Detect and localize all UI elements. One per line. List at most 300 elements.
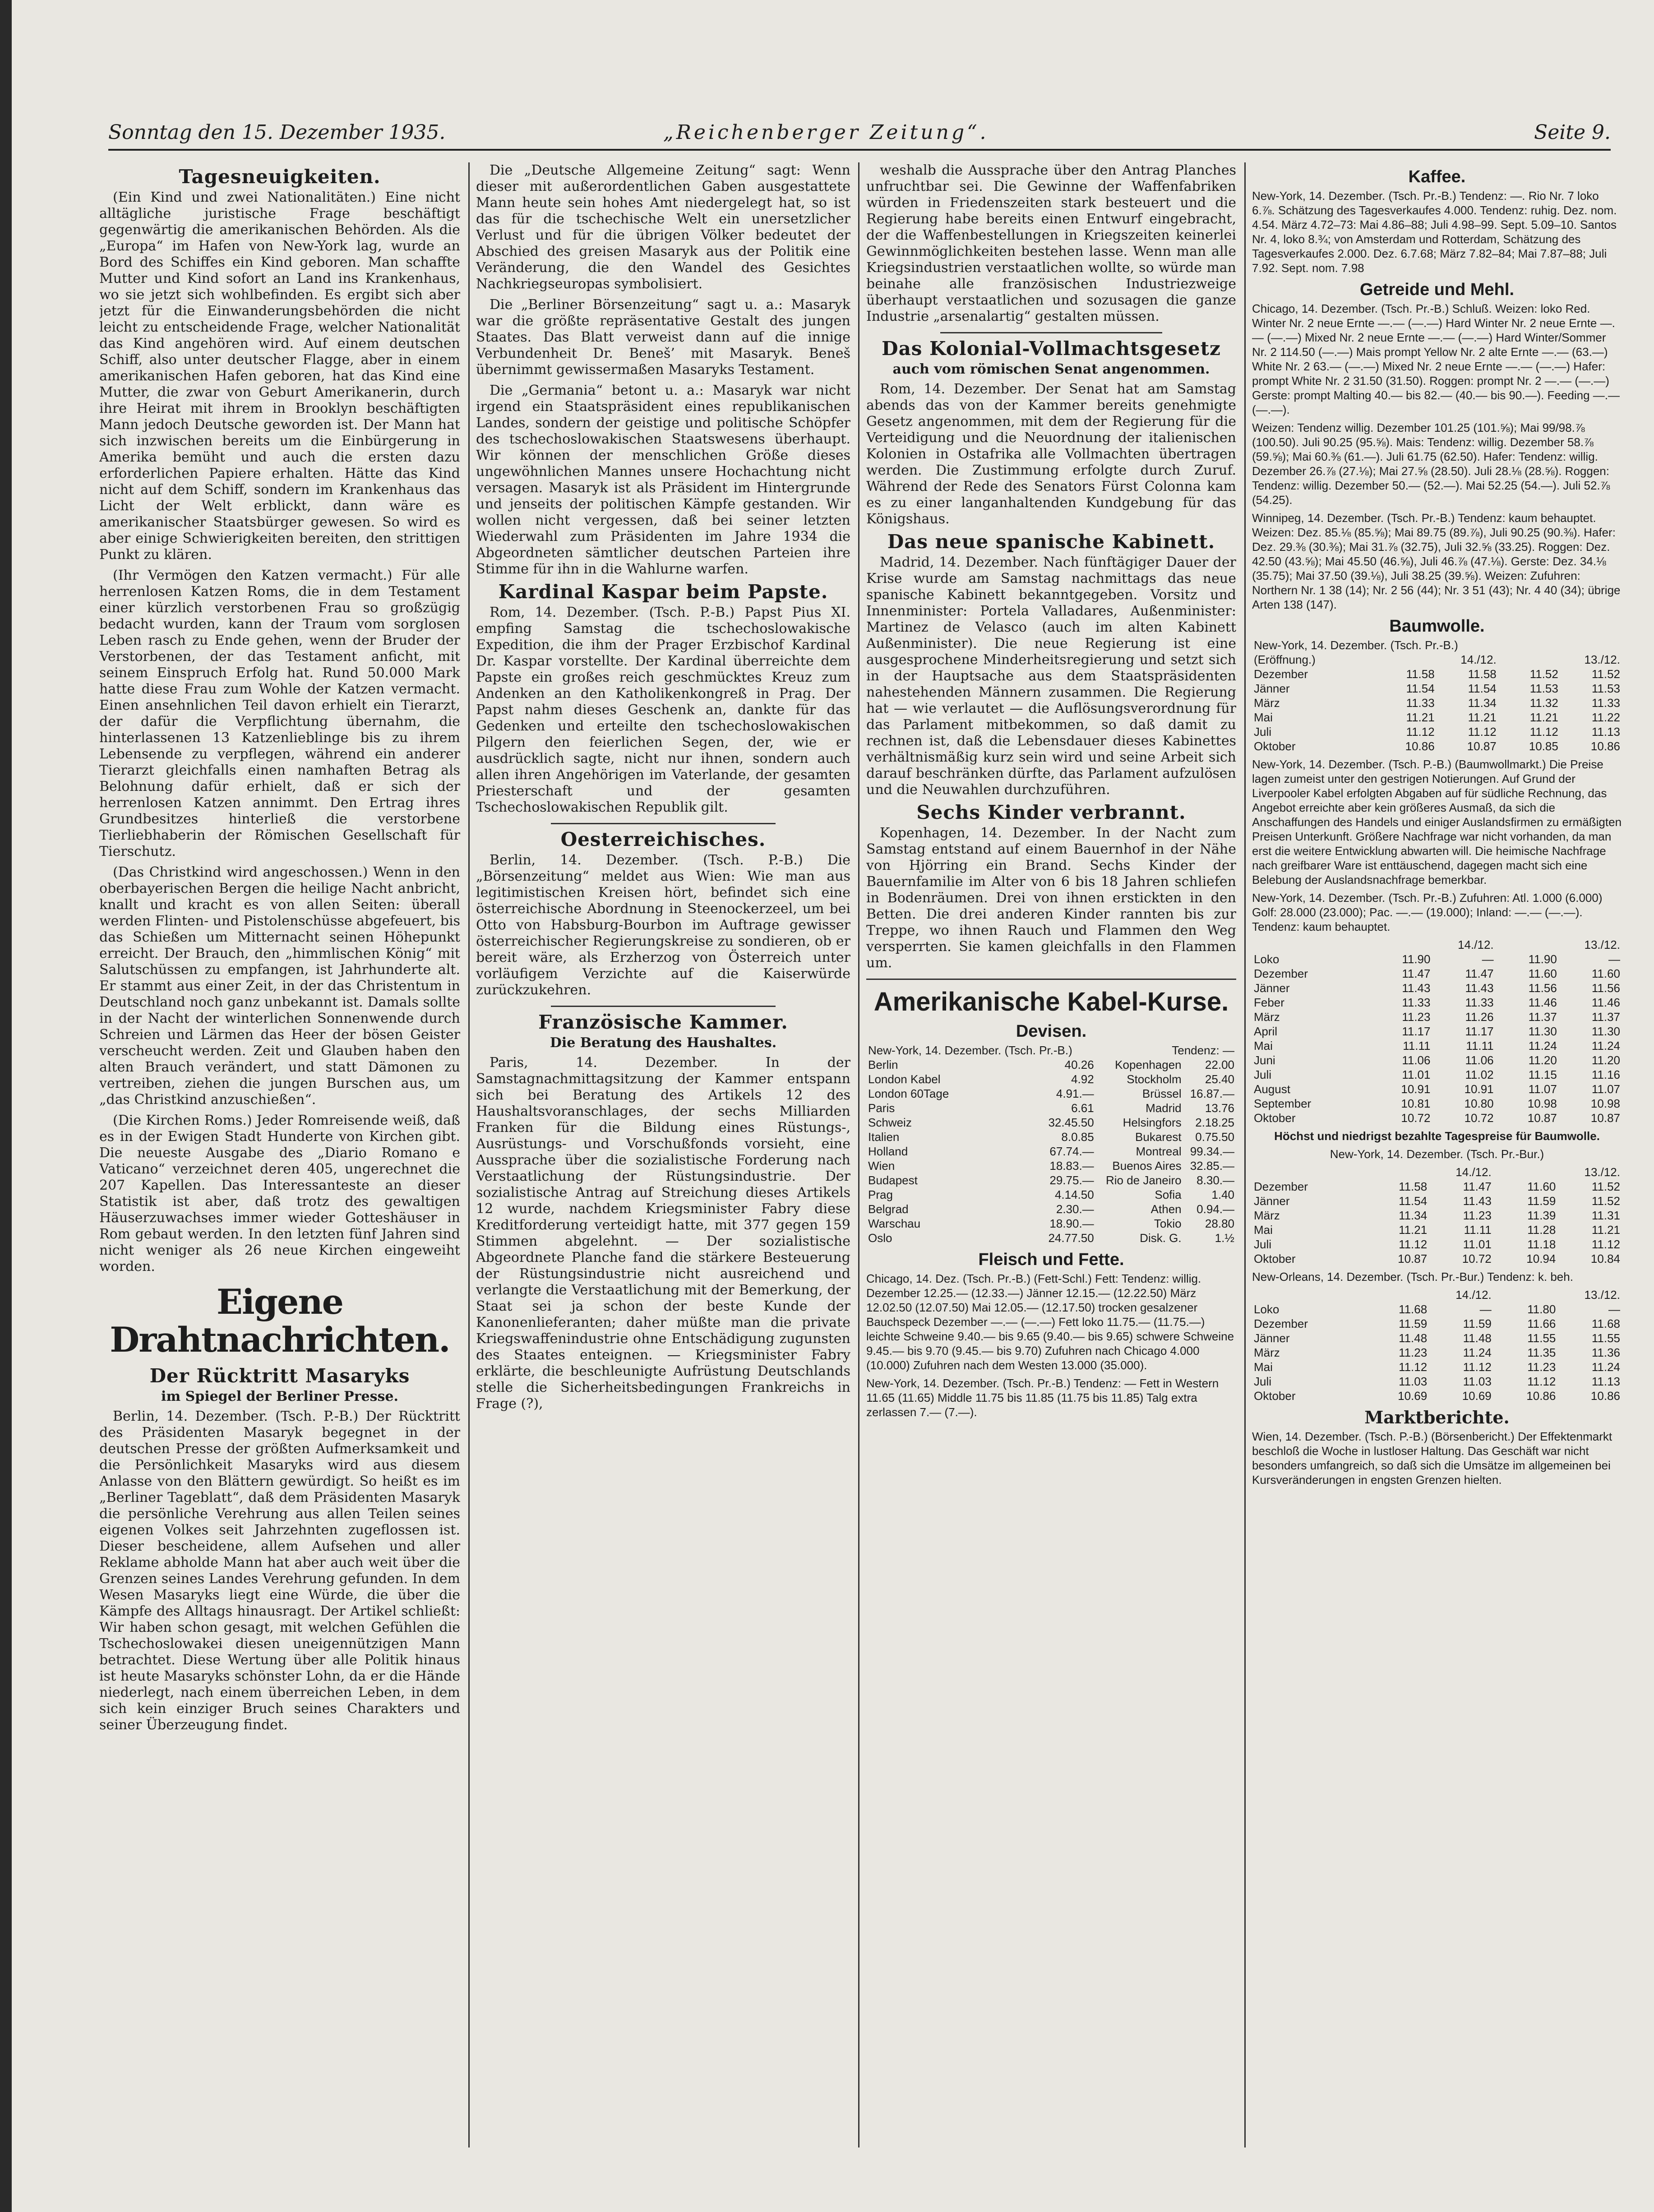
page-header: [108, 117, 1611, 151]
table-cell: 11.06: [1465, 1053, 1494, 1067]
table-cell: 11.43: [1463, 1194, 1492, 1208]
table-cell: Tendenz: —: [1172, 1044, 1234, 1057]
table-cell: 11.33: [1591, 696, 1620, 710]
table-cell: Prag: [868, 1188, 893, 1201]
table-cell: Kopenhagen: [1115, 1058, 1182, 1071]
table-row: [866, 1202, 1236, 1216]
table-cell: Mai: [1254, 1223, 1273, 1237]
header-date: Sonntag den 15. Dezember 1935.: [108, 121, 446, 144]
table-cell: 1.½: [1215, 1231, 1234, 1245]
table-cell: 11.11: [1464, 1223, 1492, 1237]
table-cell: 13.76: [1205, 1101, 1234, 1115]
table-cell: Athen: [1150, 1202, 1182, 1216]
table-cell: 10.86: [1526, 1389, 1556, 1403]
table-cell: 11.33: [1402, 996, 1431, 1009]
table-cell: Dezember: [1254, 1317, 1308, 1330]
market-report: New-York, 14. Dezember. (Tsch. Pr.-B.) Tendenz: —. Rio Nr. 7 loko 6.⅞. Schätzung des Tagesverkaufes 4.000. Tendenz: ruhig. Dez. nom. 4.54. März 4.72–73: Mai 4.86–88; Juli 4.98–99. Sept. 5.09–10. Santos Nr. 4, loko 8.¾; von Amsterdam und Rotterdam, Schätzung des Tagesverkaufes 2.000. Dez. 6.7.68; März 7.82–84; Mai 7.87–88; Juli 7.92. Sept. nom. 7.98: [1252, 189, 1617, 275]
table-cell: Oslo: [868, 1231, 892, 1245]
table-cell: Berlin: [868, 1058, 898, 1071]
table-cell: Sofia: [1155, 1188, 1182, 1201]
table-cell: 11.17: [1465, 1025, 1494, 1038]
table-cell: 11.21: [1529, 711, 1558, 724]
table-cell: 11.46: [1591, 996, 1620, 1009]
table-cell: Jänner: [1254, 1331, 1290, 1345]
table-cell: 11.07: [1528, 1082, 1557, 1096]
market-report: Weizen: Tendenz willig. Dezember 101.25 (101.⅝); Mai 99/98.⅞ (100.50). Juli 90.25 (95.⅝). Mais: Tendenz: willig. Dezember 58.⅞ (59.⅝); Mai 60.⅜ (61.—). Juli 61.75 (62.50). Hafer: Tendenz: willig. Dezember 26.⅞ (27.⅛); Mai 27.⅝ (28.50). Juli 28.⅛ (28.⅝). Roggen: Tendenz: willig. Dezember 50.— (52.—). Mai 52.25 (54.—). Juli 52.⅞ (54.25).: [1252, 421, 1610, 507]
table-row: [1252, 1374, 1622, 1389]
table-row: [1252, 1345, 1622, 1360]
table-cell: 11.24: [1528, 1039, 1557, 1053]
table-cell: Mai: [1254, 1360, 1273, 1374]
table-cell: 10.84: [1590, 1252, 1620, 1265]
table-cell: 22.00: [1205, 1058, 1234, 1071]
article-paragraph: Die „Germania“ betont u. a.: Masaryk war nicht irgend ein Staatspräsident eines republikanischen Landes, sondern der geistige und politische Schöpfer des tschechoslowakischen Staatswesens überhaupt. Wir können der menschlichen Größe dieses ungewöhnlichen Mannes unsere Hochachtung nicht versagen. Masaryk ist als Präsident im Hintergrunde und jenseits der politischen Kämpfe gestanden. Wir wollen nicht vergessen, daß bei seiner letzten Wiederwahl zum Präsidenten im Jahre 1934 die Abgeordneten sämtlicher deutschen Parteien ihre Stimme für ihn in die Wahlurne warfen.: [476, 383, 850, 577]
table-cell: Juli: [1254, 725, 1272, 739]
table-row: [866, 1130, 1236, 1144]
table-cell: 10.72: [1464, 1111, 1494, 1125]
article-paragraph: (Das Christkind wird angeschossen.) Wenn in den oberbayerischen Bergen die heilige Nacht anbricht, knallt und kracht es von allen Seiten: überall werden Flinten- und Pistolenschüsse abgefeuert, bis das Schießen um Mitternacht seinen Höhepunkt erreicht. Der Brauch, den „himmlischen König“ mit Salutschüssen zu empfangen, ist Jahrhunderte alt. Er stammt aus einer Zeit, in der das Christentum in Deutschland noch ganz unbekannt ist. Damals sollte in der Nacht der winterlichen Sonnenwende durch Schreien und Lärmen das Heer der bösen Geister verscheucht werden. Zeit und Glauben haben den alten Brauch verändert, und statt Dämonen zu vertreiben, ziehen die jungen Burschen aus, um „das Christkind anzuschießen“.: [99, 864, 460, 1108]
table-row: [1252, 1024, 1622, 1039]
table-cell: Holland: [868, 1145, 908, 1158]
table-cell: 11.12: [1399, 1238, 1428, 1251]
table-cell: 40.26: [1064, 1058, 1094, 1071]
table-cell: 11.12: [1399, 1360, 1428, 1374]
table-cell: 0.94.—: [1197, 1202, 1234, 1216]
article-paragraph: (Ein Kind und zwei Nationalitäten.) Eine nicht alltägliche juristische Frage beschäftigt gegenwärtig die amerikanischen Behörden. Als die „Europa“ im Hafen von New-York lag, wurde an Bord des Schiffes ein Kind geboren. Man schaffte Mutter und Kind sofort an Land ins Krankenhaus, wo sie jetzt sich wohlbefinden. Es ergibt sich aber jetzt für die Einwanderungsbehörden die nicht leicht zu entscheidende Frage, welcher Nationalität das Kind angehören wird. Auf einem deutschen Schiff, also unter deutscher Flagge, aber in einem amerikanischen Hafen geboren, hat das Kind eine Mutter, die zwar von Geburt Amerikanerin, durch ihre Heirat mit ihrem in Brooklyn beschäftigten Mann jedoch Deutsche geworden ist. Der Mann hat sich inzwischen bereits um die Einbürgerung in Amerika bemüht und auch die ersten dazu erforderlichen Papiere erhalten. Hätte das Kind nicht auf dem Schiff, sondern im Krankenhaus das Licht der Welt erblickt, dann wäre es amerikanischer Staatsbürger gewesen. So wird es aber einige Schwierigkeiten bereiten, den strittigen Punkt zu klären.: [99, 189, 460, 563]
table-cell: 11.23: [1463, 1209, 1492, 1222]
table-cell: 11.52: [1591, 667, 1620, 681]
table-cell: 11.90: [1402, 952, 1431, 966]
table-cell: 0.75.50: [1195, 1130, 1234, 1144]
table-cell: 10.87: [1590, 1111, 1620, 1125]
table-cell: 10.81: [1401, 1097, 1431, 1110]
table-cell: 10.91: [1464, 1082, 1494, 1096]
table-cell: 11.33: [1406, 696, 1435, 710]
table-row: [1252, 1251, 1622, 1266]
article-headline: Französische Kammer.: [538, 1011, 788, 1033]
table-cell: 11.26: [1465, 1010, 1494, 1024]
table-cell: 11.30: [1591, 1025, 1620, 1038]
table-cell: 13./12.: [1584, 1165, 1620, 1179]
section-heading: Tagesneuigkeiten.: [179, 166, 381, 188]
table-cell: 11.17: [1402, 1025, 1431, 1038]
market-subheading: Höchst und niedrigst bezahlte Tagespreise für Baumwolle.: [1274, 1129, 1600, 1143]
table-cell: 11.20: [1591, 1053, 1620, 1067]
table-cell: Dezember: [1254, 967, 1308, 980]
table-cell: Juli: [1254, 1238, 1272, 1251]
table-cell: 4.14.50: [1054, 1188, 1094, 1201]
table-row: [1252, 1039, 1622, 1053]
table-cell: 11.59: [1527, 1194, 1556, 1208]
table-cell: Jänner: [1254, 1194, 1290, 1208]
table-cell: London 60Tage: [868, 1087, 949, 1100]
table-cell: New-York, 14. Dezember. (Tsch. Pr.-B.): [868, 1044, 1072, 1057]
table-cell: 14./12.: [1458, 938, 1494, 951]
table-row: [1252, 1288, 1622, 1302]
table-cell: Feber: [1254, 996, 1284, 1009]
table-row: [1252, 681, 1622, 696]
kaffee-heading: Kaffee.: [1408, 167, 1466, 186]
table-row: [866, 1072, 1236, 1086]
marktberichte-heading: Marktberichte.: [1364, 1407, 1510, 1427]
table-cell: 11.47: [1463, 1180, 1492, 1193]
table-cell: 11.16: [1591, 1068, 1620, 1081]
table-cell: 10.85: [1529, 739, 1558, 753]
table-cell: —: [1479, 1302, 1492, 1316]
table-cell: Brüssel: [1142, 1087, 1182, 1100]
table-row: [866, 1187, 1236, 1202]
table-cell: —: [1608, 1302, 1620, 1316]
separator: [940, 332, 1162, 333]
table-cell: Buenos Aires: [1112, 1159, 1182, 1173]
column-2: [476, 162, 850, 2166]
table-cell: —: [1482, 952, 1494, 966]
table-cell: Mai: [1254, 1039, 1273, 1053]
table-row: [1252, 1360, 1622, 1374]
table-cell: 11.52: [1591, 1194, 1620, 1208]
table-row: [1252, 952, 1622, 966]
table-cell: 13./12.: [1584, 653, 1620, 666]
table-row: [866, 1216, 1236, 1231]
table-cell: 11.33: [1465, 996, 1494, 1009]
article-headline: Kardinal Kaspar beim Papste.: [498, 581, 828, 603]
table-cell: 11.35: [1527, 1346, 1556, 1359]
article-paragraph: Paris, 14. Dezember. In der Samstagnachmittagsitzung der Kammer entspann sich bei Beratung des Artikels 12 des Haushaltsvoranschlages, der sechs Milliarden Franken für die Bildung eines Rüstungs-, Ausrüstungs- und Vorschußfonds vorsieht, eine Aussprache über die sozialistische Forderung nach Verstaatlichung der Rüstungsindustrie. Der sozialistische Antrag auf Streichung dieses Artikels 12 wurde, nachdem Kriegsminister Fabry diese Kreditforderung verteidigt hatte, mit 377 gegen 159 Stimmen abgelehnt. — Der sozialistische Abgeordnete Planche fand die stärkere Besteuerung der Rüstungsindustrie nicht ausreichend und verlangte die Verstaatlichung mit der Bemerkung, der Staat sei ja schon der beste Kunde der Kanonenlieferanten; daher müßte man die private Kriegswaffenindustrie ohne Entschädigung zugunsten des Staates enteignen. — Kriegsminister Fabry erklärte, die beschleunigte Aufrüstung Deutschlands stelle die Sicherheitsbedingungen Frankreichs in Frage (?),: [476, 1055, 850, 1412]
baumwolle-table-1: [1252, 638, 1622, 753]
table-cell: Dezember: [1254, 667, 1308, 681]
table-row: [1252, 966, 1622, 981]
article-paragraph: Die „Berliner Börsenzeitung“ sagt u. a.: Masaryk war die größte repräsentative Gestalt des jungen Staates. Das Blatt verweist dann auf die innige Verbundenheit Dr. Beneš’ mit Masaryk. Beneš übernimmt gewissermaßen Masaryks Testament.: [476, 297, 850, 378]
article-subheadline: im Spiegel der Berliner Presse.: [161, 1389, 398, 1404]
table-cell: Juni: [1254, 1053, 1275, 1067]
table-cell: 10.94: [1526, 1252, 1556, 1265]
table-cell: 11.58: [1468, 667, 1497, 681]
table-cell: 10.87: [1398, 1252, 1428, 1265]
table-cell: London Kabel: [868, 1072, 941, 1086]
table-cell: 11.48: [1399, 1331, 1428, 1345]
table-cell: 25.40: [1205, 1072, 1234, 1086]
table-cell: 99.34.—: [1190, 1145, 1234, 1158]
table-cell: 11.02: [1465, 1068, 1494, 1081]
table-row: [1252, 1316, 1622, 1331]
table-row: [1252, 1010, 1622, 1024]
market-report: New-York, 14. Dezember. (Tsch. Pr.-Bur.): [1330, 1147, 1544, 1161]
table-cell: 11.47: [1465, 967, 1494, 980]
table-cell: 11.07: [1591, 1082, 1620, 1096]
table-cell: 11.21: [1591, 1223, 1620, 1237]
table-cell: 11.60: [1528, 967, 1557, 980]
table-cell: Helsingfors: [1123, 1116, 1182, 1129]
table-cell: 29.75.—: [1049, 1173, 1094, 1187]
table-row: [1252, 995, 1622, 1010]
table-cell: 11.24: [1591, 1360, 1620, 1374]
table-cell: 11.28: [1527, 1223, 1556, 1237]
article-paragraph: weshalb die Aussprache über den Antrag Planches unfruchtbar sei. Die Gewinne der Waffenfabriken würden in Friedenszeiten stark besteuert und die Regierung habe bereits einen Entwurf eingebracht, der die Waffenbestellungen in Kriegszeiten keinerlei Gewinnmöglichkeiten bestehen lasse. Wenn man alle Kriegsindustrien verstaatlichen wollte, so würde man beinahe alle französischen Industriezweige überhaupt verstaatlichen und sozusagen die ganze Industrie „arsenalartig“ gestalten müssen.: [866, 162, 1236, 324]
table-cell: Paris: [868, 1101, 895, 1115]
table-cell: 11.59: [1399, 1317, 1428, 1330]
table-row: [1252, 981, 1622, 995]
table-cell: 2.18.25: [1195, 1116, 1234, 1129]
separator: [551, 823, 776, 824]
table-row: [1252, 652, 1622, 667]
table-cell: 10.98: [1527, 1097, 1557, 1110]
kabel-kurse-title: Amerikanische Kabel-Kurse.: [873, 987, 1229, 1016]
table-row: [866, 1159, 1236, 1173]
table-cell: Oktober: [1254, 1252, 1296, 1265]
table-row: [1252, 1331, 1622, 1345]
table-cell: 14./12.: [1455, 1165, 1492, 1179]
article-headline: Oesterreichisches.: [560, 828, 766, 850]
table-cell: 18.90.—: [1049, 1217, 1094, 1230]
table-cell: 11.54: [1406, 682, 1435, 695]
table-row: [1252, 1237, 1622, 1251]
table-row: [1252, 1096, 1622, 1111]
table-cell: (Eröffnung.): [1254, 653, 1316, 666]
masthead: „Reichenberger Zeitung“.: [663, 121, 989, 144]
table-cell: 18.83.—: [1049, 1159, 1094, 1173]
baumwolle-table-2: [1252, 937, 1622, 1125]
table-cell: 14./12.: [1455, 1288, 1492, 1302]
table-cell: Belgrad: [868, 1202, 909, 1216]
separator: [551, 1006, 776, 1007]
table-cell: Oktober: [1254, 739, 1296, 753]
table-cell: 11.11: [1466, 1039, 1494, 1053]
table-cell: 11.58: [1406, 667, 1435, 681]
market-report: Winnipeg, 14. Dezember. (Tsch. Pr.-B.) Tendenz: kaum behauptet. Weizen: Dez. 85.⅛ (85.⅝); Mai 89.75 (89.⅞), Juli 90.25 (90.⅜). Hafer: Dez. 29.⅜ (30.⅜); Mai 31.⅞ (32.75), Juli 32.⅝ (33.25). Roggen: Dez. 42.50 (43.⅝); Mai 45.50 (46.⅝), Juli 46.⅞ (47.⅛). Gerste: Dez. 34.⅛ (35.75); Mai 37.50 (39.⅛), Juli 38.25 (39.⅝). Weizen: Zufuhren: Northern Nr. 1 38 (14); Nr. 2 56 (44); Nr. 3 51 (43); Nr. 4 40 (34); übrige Arten 138 (147).: [1252, 511, 1621, 611]
table-cell: 11.56: [1528, 981, 1557, 995]
table-cell: 11.30: [1528, 1025, 1557, 1038]
devisen-heading: Devisen.: [1016, 1022, 1087, 1041]
table-row: [866, 1231, 1236, 1245]
table-row: [1252, 1053, 1622, 1067]
table-cell: Oktober: [1254, 1111, 1296, 1125]
table-cell: [1252, 937, 1369, 952]
newspaper-page: [81, 117, 1624, 2175]
table-row: [1252, 937, 1622, 952]
table-cell: 11.90: [1528, 952, 1557, 966]
table-cell: 6.61: [1071, 1101, 1094, 1115]
table-row: [866, 1086, 1236, 1101]
table-cell: 10.86: [1405, 739, 1435, 753]
table-cell: 32.85.—: [1190, 1159, 1234, 1173]
article-paragraph: Rom, 14. Dezember. (Tsch. P.-B.) Papst Pius XI. empfing Samstag die tschechoslowakische Expedition, die ihm der Prager Erzbischof Kardinal Dr. Kaspar vorstellte. Der Kardinal überreichte dem Papste ein großes reich geschmücktes Kreuz zum Andenken an den Katholikenkongreß in Prag. Der Papst nahm dieses Geschenk an, dankte für das Gedenken und erteilte den tschechoslowakischen Pilgern den feierlichen Segen, der, wie er ausdrücklich sagte, nicht nur ihnen, sondern auch allen ihren Angehörigen im Vaterlande, der gesamten Priesterschaft und der gesamten Tschechoslowakischen Republik gilt.: [476, 605, 850, 815]
table-cell: 16.87.—: [1190, 1087, 1234, 1100]
table-row: [866, 1058, 1236, 1072]
table-cell: März: [1254, 1209, 1280, 1222]
table-cell: 11.54: [1468, 682, 1497, 695]
fleisch-heading: Fleisch und Fette.: [978, 1250, 1124, 1269]
table-row: [1252, 1194, 1622, 1208]
table-cell: Montreal: [1136, 1145, 1182, 1158]
table-cell: 11.56: [1591, 981, 1620, 995]
table-cell: 11.48: [1463, 1331, 1492, 1345]
table-cell: 11.43: [1402, 981, 1431, 995]
table-row: [1252, 739, 1622, 753]
table-cell: 11.21: [1399, 1223, 1428, 1237]
table-cell: 11.12: [1591, 1238, 1620, 1251]
table-cell: 11.12: [1463, 1360, 1492, 1374]
table-cell: 11.52: [1529, 667, 1558, 681]
table-cell: 11.20: [1528, 1053, 1557, 1067]
table-cell: 11.34: [1399, 1209, 1428, 1222]
table-cell: 11.01: [1402, 1068, 1431, 1081]
table-cell: September: [1254, 1097, 1312, 1110]
table-cell: 11.34: [1468, 696, 1497, 710]
table-cell: April: [1254, 1025, 1278, 1038]
table-cell: Budapest: [868, 1173, 918, 1187]
table-cell: 10.72: [1401, 1111, 1431, 1125]
market-report: New-Orleans, 14. Dezember. (Tsch. Pr.-Bur.) Tendenz: k. beh.: [1252, 1270, 1573, 1284]
baumwolle-table-3: [1252, 1165, 1622, 1266]
table-cell: Loko: [1254, 952, 1280, 966]
table-cell: 4.92: [1071, 1072, 1094, 1086]
table-cell: Tokio: [1154, 1217, 1182, 1230]
table-cell: 11.23: [1399, 1346, 1428, 1359]
column-rule: [1244, 162, 1246, 2147]
table-cell: 13./12.: [1584, 1288, 1620, 1302]
table-cell: Juli: [1254, 1375, 1272, 1388]
table-row: [1252, 1208, 1622, 1223]
table-cell: 11.18: [1527, 1238, 1556, 1251]
table-row: [866, 1101, 1236, 1115]
table-cell: 10.91: [1401, 1082, 1431, 1096]
page-number: Seite 9.: [1534, 121, 1611, 144]
table-cell: Mai: [1254, 711, 1273, 724]
article-headline: Das neue spanische Kabinett.: [887, 531, 1215, 553]
table-cell: 24.77.50: [1048, 1231, 1094, 1245]
table-cell: 11.31: [1591, 1209, 1620, 1222]
article-paragraph: (Ihr Vermögen den Katzen vermacht.) Für alle herrenlosen Katzen Roms, die in dem Testament einer kürzlich verstorbenen Frau so großzügig bedacht wurden, kann der Traum vom sorglosen Leben rasch zu Ende gehen, wenn der Bruder der Verstorbenen, der das Testament anficht, mit seinem Einspruch Erfolg hat. Rund 50.000 Mark hatte diese Frau zum Wohle der Katzen vermacht. Einen ansehnlichen Teil davon erhielt ein Tierarzt, der dafür die Verpflichtung übernahm, die hinterlassenen 13 Katzenlieblinge bis zu ihrem Lebensende zu verpflegen, während ein anderer Tierarzt gleichfalls einen namhaften Betrag als Belohnung dafür erhielt, daß er sich der herrenlosen Katzen annimmt. Den Ertrag ihres Grundbesitzes hinterließ die verstorbene Tierliebhaberin der Römischen Gesellschaft für Tierschutz.: [99, 568, 460, 859]
table-cell: Warschau: [868, 1217, 921, 1230]
article-paragraph: Madrid, 14. Dezember. Nach fünftägiger Dauer der Krise wurde am Samstag nachmittags das neue spanische Kabinett bekanntgegeben. Vorsitz und Innenminister: Portela Valladares, Außenminister: Martinez de Velasco (auch im alten Kabinett Außenminister). Die neue Regierung ist eine ausgesprochene Minderheitsregierung und setzt sich in der Hauptsache aus dem Staatspräsidenten nahestehenden Männern zusammen. Die Regierung hat — wie verlautet — die Auflösungsverordnung für das Parlament mitbekommen, so daß damit zu rechnen ist, daß die Lebensdauer dieses Kabinettes verhältnismäßig kurz sein wird und seine Arbeit sich darauf beschränken dürfte, das Parlament aufzulösen und die Neuwahlen durchzuführen.: [866, 554, 1236, 798]
table-row: [866, 1043, 1236, 1058]
table-cell: 11.15: [1528, 1068, 1557, 1081]
table-cell: 11.12: [1527, 1375, 1556, 1388]
market-report: New-York, 14. Dezember. (Tsch. P.-B.) (Baumwollmarkt.) Die Preise lagen zumeist unter den gestrigen Notierungen. Auf Grund der Liverpooler Kabel erfolgten Abgaben auf für südliche Rechnung, das Angebot erreichte aber kein größeres Ausmaß, da sich die Anschaffungen des Handels und einiger Auslandsfirmen zu ermäßigten Preisen Unterkunft. Größere Nachfrage war nicht vorhanden, da man erst die weitere Entwicklung abwarten will. Die heimische Nachfrage nach greifbarer Ware ist enttäuschend, dagegen macht sich eine Belebung der Auslandsnachfrage bemerkbar.: [1252, 757, 1622, 887]
table-cell: 11.53: [1591, 682, 1620, 695]
article-paragraph: Berlin, 14. Dezember. (Tsch. P.-B.) Die „Börsenzeitung“ meldet aus Wien: Wie man aus legitimistischen Kreisen hört, befindet sich eine österreichische Abordnung in Steenockerzeel, um bei Otto von Habsburg-Bourbon im Auftrage gewisser österreichischer Regierungskreise zu sondieren, ob er bereit wäre, als Erzherzog von Österreich unter vorläufigem Verzichte auf die Kaiserwürde zurückzukehren.: [476, 852, 850, 998]
table-row: [866, 1115, 1236, 1130]
table-cell: 11.03: [1399, 1375, 1428, 1388]
table-row: [1252, 1223, 1622, 1237]
table-cell: 10.69: [1462, 1389, 1492, 1403]
table-row: [1252, 710, 1622, 725]
table-cell: 11.23: [1402, 1010, 1431, 1024]
table-row: [1252, 1082, 1622, 1096]
table-cell: —: [1608, 952, 1620, 966]
table-cell: 10.69: [1398, 1389, 1428, 1403]
table-cell: [1252, 1288, 1365, 1302]
table-cell: 11.36: [1591, 1346, 1620, 1359]
table-cell: 11.13: [1591, 725, 1620, 739]
table-cell: 11.12: [1406, 725, 1435, 739]
table-cell: Wien: [868, 1159, 895, 1173]
scan-edge: [0, 0, 12, 2212]
table-cell: März: [1254, 1010, 1280, 1024]
table-cell: 32.45.50: [1048, 1116, 1094, 1129]
market-report: Chicago, 14. Dezember. (Tsch. Pr.-B.) Schluß. Weizen: loko Red. Winter Nr. 2 neue Ernte —.— (—.—) Hard Winter Nr. 2 neue Ernte —.— (—.—) Mixed Nr. 2 neue Ernte —.— (—.—) Hard Winter/Sommer Nr. 2 114.50 (—.—) Mais prompt Yellow Nr. 2 alte Ernte —.— (63.—) White Nr. 2 63.— (—.—) Mixed Nr. 2 neue Ernte —.— (—.—) Hafer: prompt White Nr. 2 31.50 (31.50). Roggen: prompt Nr. 2 —.— (—.—) Gerste: prompt Malting 40.— bis 82.— (40.— bis 90.—). Feeding —.— (—.—).: [1252, 302, 1620, 416]
table-cell: 11.58: [1399, 1180, 1428, 1193]
table-cell: Oktober: [1254, 1389, 1296, 1403]
table-cell: 8.0.85: [1061, 1130, 1094, 1144]
table-cell: 11.12: [1529, 725, 1558, 739]
market-report: New-York, 14. Dezember. (Tsch. Pr.-B.) Zufuhren: Atl. 1.000 (6.000) Golf: 28.000 (23.000); Pac. —.— (19.000); Inland: —.— (—.—). Tendenz: kaum behauptet.: [1252, 891, 1603, 933]
table-cell: 11.68: [1591, 1317, 1620, 1330]
table-cell: 1.40: [1211, 1188, 1234, 1201]
article-paragraph: Die „Deutsche Allgemeine Zeitung“ sagt: Wenn dieser mit außerordentlichen Gaben ausgestattete Mann heute sein hohes Amt niedergelegt hat, so ist das für die tschechische Welt ein unersetzlicher Verlust und für die übrigen Völker bedeutet der Abschied des greisen Masaryk aus der Politik eine Veränderung, die den Wandel des Gesichtes Nachkriegseuropas symbolisiert.: [476, 162, 850, 292]
table-cell: Jänner: [1254, 981, 1290, 995]
table-row: [1252, 1389, 1622, 1403]
table-cell: 11.32: [1529, 696, 1558, 710]
table-cell: 11.43: [1465, 981, 1494, 995]
table-cell: 4.91.—: [1056, 1087, 1094, 1100]
table-cell: 10.87: [1527, 1111, 1557, 1125]
table-cell: 11.12: [1468, 725, 1497, 739]
table-row: [1252, 725, 1622, 739]
table-cell: 11.68: [1399, 1302, 1428, 1316]
table-cell: 11.37: [1528, 1010, 1557, 1024]
table-cell: Italien: [868, 1130, 900, 1144]
table-row: [866, 1173, 1236, 1187]
table-cell: 13./12.: [1584, 938, 1620, 951]
market-report: New-York, 14. Dezember. (Tsch. Pr.-B.) Tendenz: — Fett in Western 11.65 (11.65) Middle 11.75 bis 11.85 (11.75 bis 11.85) Talg extra zerlassen 7.— (7.—).: [866, 1376, 1219, 1419]
table-cell: 11.80: [1527, 1302, 1556, 1316]
table-cell: 2.30.—: [1056, 1202, 1094, 1216]
table-cell: Bukarest: [1135, 1130, 1182, 1144]
article-paragraph: (Die Kirchen Roms.) Jeder Romreisende weiß, daß es in der Ewigen Stadt Hunderte von Kirchen gibt. Die neueste Ausgabe des „Diario Romano e Vaticano“ verzeichnet deren 405, ungerechnet die 207 Kapellen. Das Interessanteste an dieser Statistik ist aber, daß trotz des gewaltigen Häuserzuwachses immer wieder Gotteshäuser in Rom gebaut werden. In den letzten fünf Jahren sind nicht weniger als 26 neue Kirchen eingeweiht worden.: [99, 1113, 460, 1275]
table-cell: 11.21: [1468, 711, 1497, 724]
article-headline: Sechs Kinder verbrannt.: [916, 801, 1186, 823]
table-cell: 11.55: [1527, 1331, 1556, 1345]
article-paragraph: Kopenhagen, 14. Dezember. In der Nacht zum Samstag entstand auf einem Bauernhof in der Nähe von Hjörring ein Brand. Sechs Kinder der Bauernfamilie im Alter von 6 bis 18 Jahren schliefen in Bodenräumen. Drei von ihnen erstickten in den Betten. Die drei anderen Kinder rannten bis zur Treppe, wo ihnen Rauch und Flammen den Weg versperrten. Sie kamen gleichfalls in den Flammen um.: [866, 825, 1236, 971]
table-cell: 10.86: [1590, 1389, 1620, 1403]
table-cell: 11.60: [1527, 1180, 1556, 1193]
article-paragraph: Berlin, 14. Dezember. (Tsch. P.-B.) Der Rücktritt des Präsidenten Masaryk begegnet in der deutschen Presse der größten Aufmerksamkeit und die Persönlichkeit Masaryks wird aus diesem Anlasse von den Blättern gewürdigt. So heißt es im „Berliner Tageblatt“, daß dem Präsidenten Masaryk die persönliche Verehrung aus allen Teilen seines eigenen Volkes seit Jahrzehnten zugeflossen ist. Dieser bescheidene, allem Aufsehen und aller Reklame abholde Mann hat aber auch weit über die Grenzen seines Landes Verehrung gefunden. In dem Wesen Masaryks liegt eine Würde, die über die Kämpfe des Alltags hinausragt. Der Artikel schließt: Wir haben schon gesagt, mit welchen Gefühlen die Tschechoslowakei diesen uneigennützigen Mann betrachtet. Diese Wertung über alle Politik hinaus ist heute Masaryks schönster Lohn, da er die Hände niederlegt, nach einem überreichen Leben, in dem sich kein einziger Bruch seines Charakters und seiner Überzeugung findet.: [99, 1408, 460, 1733]
table-cell: 11.24: [1591, 1039, 1620, 1053]
table-cell: Juli: [1254, 1068, 1272, 1081]
table-cell: 11.22: [1591, 711, 1620, 724]
article-headline: Das Kolonial-Vollmachtsgesetz: [882, 337, 1221, 360]
market-report: Chicago, 14. Dez. (Tsch. Pr.-B.) (Fett-Schl.) Fett: Tendenz: willig. Dezember 12.25.— (12.33.—) Jänner 12.15.— (12.22.50) März 12.02.50 (12.07.50) Mai 12.05.— (12.17.50) trocken gesalzener Bauchspeck Dezember —.— (—.—) Fett loko 11.75.— (11.75.—) leichte Schweine 9.40.— bis 9.65 (9.40.— bis 9.65) schwere Schweine 9.45.— bis 9.70 (9.45.— bis 9.70) Zufuhren nach Chicago 4.000 (10.000) Zufuhren nach dem Westen 13.000 (35.000).: [866, 1272, 1234, 1372]
table-row: [1252, 1302, 1622, 1316]
table-cell: 11.46: [1528, 996, 1557, 1009]
table-row: [1252, 1179, 1622, 1194]
table-cell: Dezember: [1254, 1180, 1308, 1193]
table-row: [1252, 1165, 1622, 1179]
table-cell: 11.52: [1591, 1180, 1620, 1193]
table-cell: 14./12.: [1460, 653, 1497, 666]
table-cell: 28.80: [1205, 1217, 1234, 1230]
table-cell: 10.98: [1590, 1097, 1620, 1110]
table-row: [866, 1144, 1236, 1159]
article-paragraph: Rom, 14. Dezember. Der Senat hat am Samstag abends das von der Kammer bereits genehmigte Gesetz angenommen, mit dem der Regierung für die Verteidigung und die Neuordnung der italienischen Kolonien in Ostafrika alle Vollmachten übertragen werden. Die Zustimmung erfolgte durch Zuruf. Während der Rede des Senators Fürst Colonna kam es zu einer langanhaltenden Kundgebung für das Königshaus.: [866, 381, 1236, 527]
getreide-heading: Getreide und Mehl.: [1359, 280, 1515, 299]
table-cell: 11.21: [1406, 711, 1435, 724]
table-cell: 11.59: [1463, 1317, 1492, 1330]
table-cell: Stockholm: [1127, 1072, 1182, 1086]
table-cell: New-York, 14. Dezember. (Tsch. Pr.-B.): [1254, 638, 1458, 652]
table-cell: Disk. G.: [1140, 1231, 1182, 1245]
table-row: [1252, 638, 1622, 652]
table-cell: 10.72: [1462, 1252, 1492, 1265]
column-3: [866, 162, 1236, 2166]
table-cell: März: [1254, 696, 1280, 710]
table-cell: Rio de Janeiro: [1105, 1173, 1182, 1187]
article-subheadline: auch vom römischen Senat angenommen.: [892, 361, 1210, 377]
table-cell: 11.37: [1591, 1010, 1620, 1024]
table-cell: 11.60: [1591, 967, 1620, 980]
table-cell: 11.23: [1527, 1360, 1556, 1374]
